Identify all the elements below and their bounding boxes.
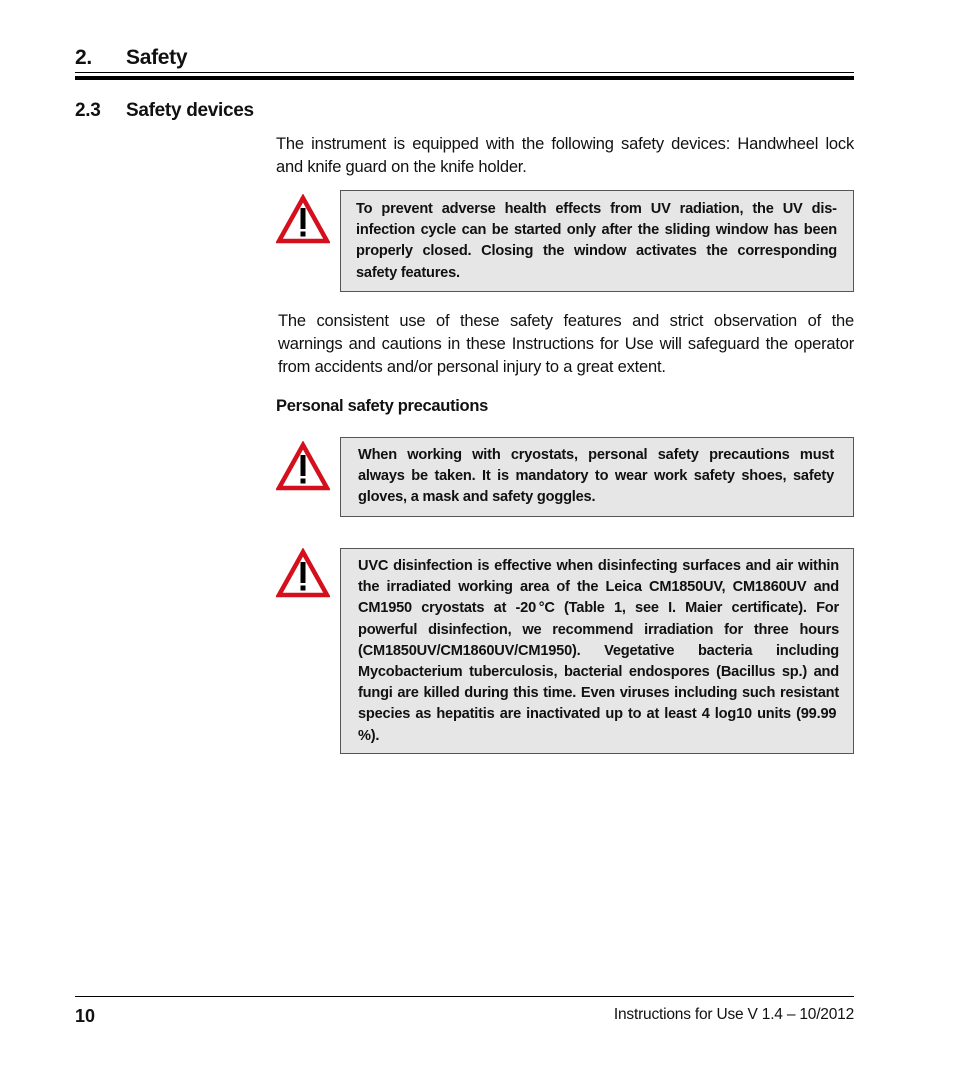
personal-safety-warning-box: When working with cryostats, personal safety precautions must always be taken. It is mandatory to wear work safety shoes, safety gloves, a mask and safety goggles.: [340, 437, 854, 517]
consistent-use-paragraph: The consistent use of these safety features and strict observation of the warnings and cautions in these Instructions for Use will safeguard the operator from accidents and/or personal injury to a great extent.: [278, 312, 854, 376]
intro-paragraph: The instrument is equipped with the following safety devices: Handwheel lock and knife guard on the knife holder.: [276, 135, 854, 176]
warning-triangle-icon: [276, 548, 330, 598]
section-heading: [75, 100, 254, 122]
document-version: Instructions for Use V 1.4 – 10/2012: [613, 1006, 854, 1023]
warning-triangle-icon: [276, 441, 330, 491]
page-number: 10: [75, 1006, 96, 1026]
uvc-disinfection-warning-box: UVC disinfection is effective when disinfecting surfaces and air within the irradiated working area of the Leica CM1850UV, CM1860UV and CM1950 cryostats at -20 °C (Table 1, see I. Maier certificate). For powerful disinfection, we recommend irradiation for three hours (CM1850UV/CM1860UV/​CM1950). Vegetative bacteria including Mycobacterium tuberculosis, bacterial endospores (Bacillus sp.) and fungi are killed during this time. Even viruses including such resistant species as hepatitis are inactivated up to at least 4 log10 units (99.99 %).: [340, 548, 854, 754]
header-rule-thick: [75, 76, 854, 80]
section-title: Safety devices: [126, 100, 254, 121]
section-number: 2.3: [75, 100, 101, 121]
header-rule-thin: [75, 72, 854, 73]
warning-triangle-icon: [276, 194, 330, 244]
footer-rule: [75, 996, 854, 997]
chapter-title: Safety: [126, 46, 188, 69]
chapter-heading: [75, 46, 187, 70]
uv-warning-box: To prevent adverse health effects from UV radiation, the UV disinfection cycle can be started only after the sliding window has been properly closed. Closing the window activates the corresponding safety features.: [340, 190, 854, 292]
personal-safety-heading: Personal safety precautions: [276, 397, 488, 415]
chapter-number: 2.: [75, 46, 92, 69]
